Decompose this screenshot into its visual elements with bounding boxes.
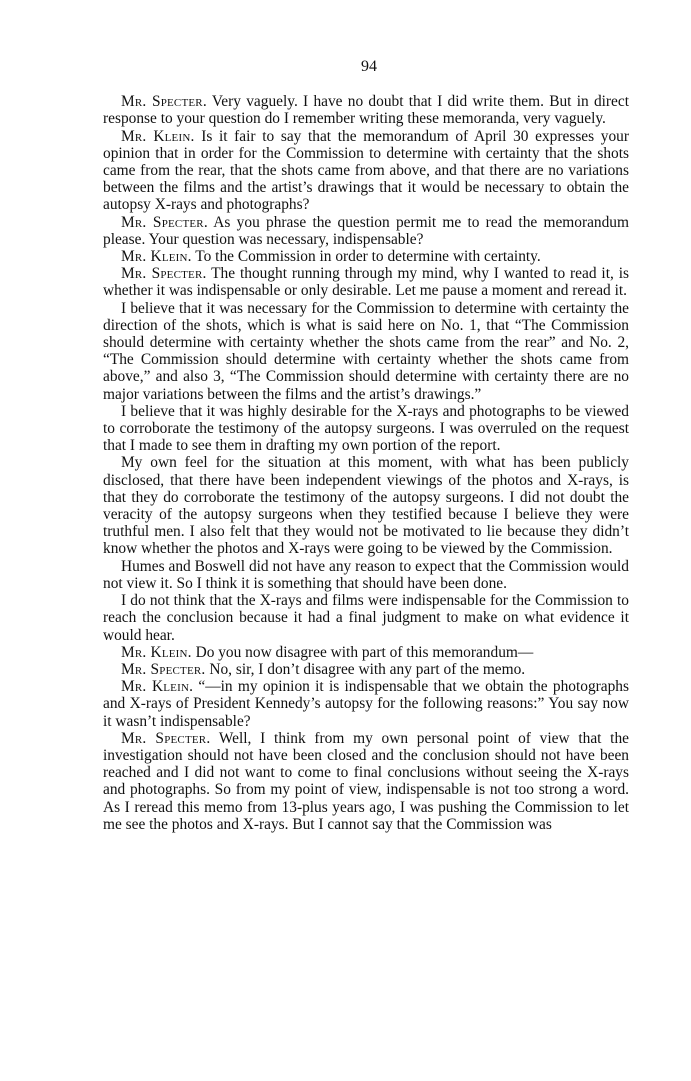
paragraph — [103, 592, 629, 644]
paragraph-text: I believe that it was highly desirable for the X-rays and photographs to be viewed to corroborate the testimony of the autopsy surgeons. I was overruled on the request that I made to see them in drafting my own portion of the report. — [103, 402, 629, 455]
paragraph-text: Very vaguely. I have no doubt that I did write them. But in direct response to your question do I remember writing these memoranda, very vaguely. — [103, 93, 629, 128]
speaker-label: Mr. Specter. — [121, 265, 207, 283]
paragraph — [103, 661, 629, 678]
speaker-label: Mr. Klein. — [121, 127, 195, 145]
paragraph-text: As you phrase the question permit me to read the memorandum please. Your question was necessary, indispensable? — [103, 213, 629, 248]
paragraph — [103, 454, 629, 557]
paragraph — [103, 248, 629, 265]
speaker-label: Mr. Specter. — [121, 213, 208, 231]
speaker-label: Mr. Klein. — [121, 248, 192, 266]
paragraph — [103, 558, 629, 592]
paragraph — [103, 730, 629, 833]
paragraph — [103, 644, 629, 661]
speaker-label: Mr. Specter. — [121, 729, 211, 747]
speaker-label: Mr. Klein. — [121, 678, 194, 696]
paragraph-text: My own feel for the situation at this moment, with what has been publicly disclosed, that there have been independent viewings of the photos and X-rays, is that they do corroborate the testimony of the autopsy surgeons. I did not doubt the veracity of the autopsy surgeons when they testified because I believe they were truthful men. I also felt that they would not be motivated to lie because they didn’t know whether the photos and X-rays were going to be viewed by the Commission. — [103, 454, 629, 558]
paragraph-text: Well, I think from my own personal point of view that the investigation should not have been closed and the conclusion should not have been reached and I did not want to come to final conclusions without seeing the X-rays and photographs. So from my point of view, indispensable is not too strong a word. As I reread this memo from 13-plus years ago, I was pushing the Commission to let me see the photos and X-rays. But I cannot say that the Commission was — [103, 729, 629, 833]
paragraph-text: Humes and Boswell did not have any reason to expect that the Commission would not view it. So I think it is something that should have been done. — [103, 557, 629, 592]
page-number: 94 — [361, 58, 377, 75]
paragraph — [103, 214, 629, 248]
paragraph-text: I believe that it was necessary for the Commission to determine with certainty the direction of the shots, which is what is said here on No. 1, that “The Commission should determine with certainty whether the shots came from the rear” and No. 2, “The Commission should determine with certainty whether the shots came from above,” and also 3, “The Commission should determine with certainty there are no major variations between the films and the artist’s drawings.” — [103, 299, 629, 403]
paragraph-text: I do not think that the X-rays and films were indispensable for the Commission to reach the conclusion because it had a final judgment to make on what evidence it would hear. — [103, 592, 629, 644]
paragraph-text: No, sir, I don’t disagree with any part of the memo. — [205, 660, 526, 678]
paragraph-text: To the Commission in order to determine with certainty. — [191, 248, 541, 266]
speaker-label: Mr. Klein. — [121, 643, 192, 661]
paragraph — [103, 678, 629, 730]
paragraph — [103, 403, 629, 455]
document-page — [103, 58, 629, 833]
paragraph — [103, 93, 629, 127]
paragraph — [103, 128, 629, 214]
paragraph-text: The thought running through my mind, why I wanted to read it, is whether it was indispensable or only desirable. Let me pause a moment and reread it. — [103, 265, 629, 300]
paragraph-text: “—in my opinion it is indispensable that we obtain the photographs and X-rays of President Kennedy’s autopsy for the following reasons:” You say now it wasn’t indispensable? — [103, 678, 629, 730]
paragraph-text: Do you now disagree with part of this memorandum— — [191, 643, 534, 661]
speaker-label: Mr. Specter. — [121, 660, 206, 678]
paragraph-text: Is it fair to say that the memorandum of April 30 expresses your opinion that in order for the Commission to determine with certainty that the shots came from the rear, that the shots came from above, and that there are no variations between the films and the artist’s drawings that it would be necessary to obtain the autopsy X-rays and photographs? — [103, 127, 629, 214]
paragraph — [103, 265, 629, 299]
speaker-label: Mr. Specter. — [121, 93, 207, 111]
paragraph — [103, 300, 629, 403]
